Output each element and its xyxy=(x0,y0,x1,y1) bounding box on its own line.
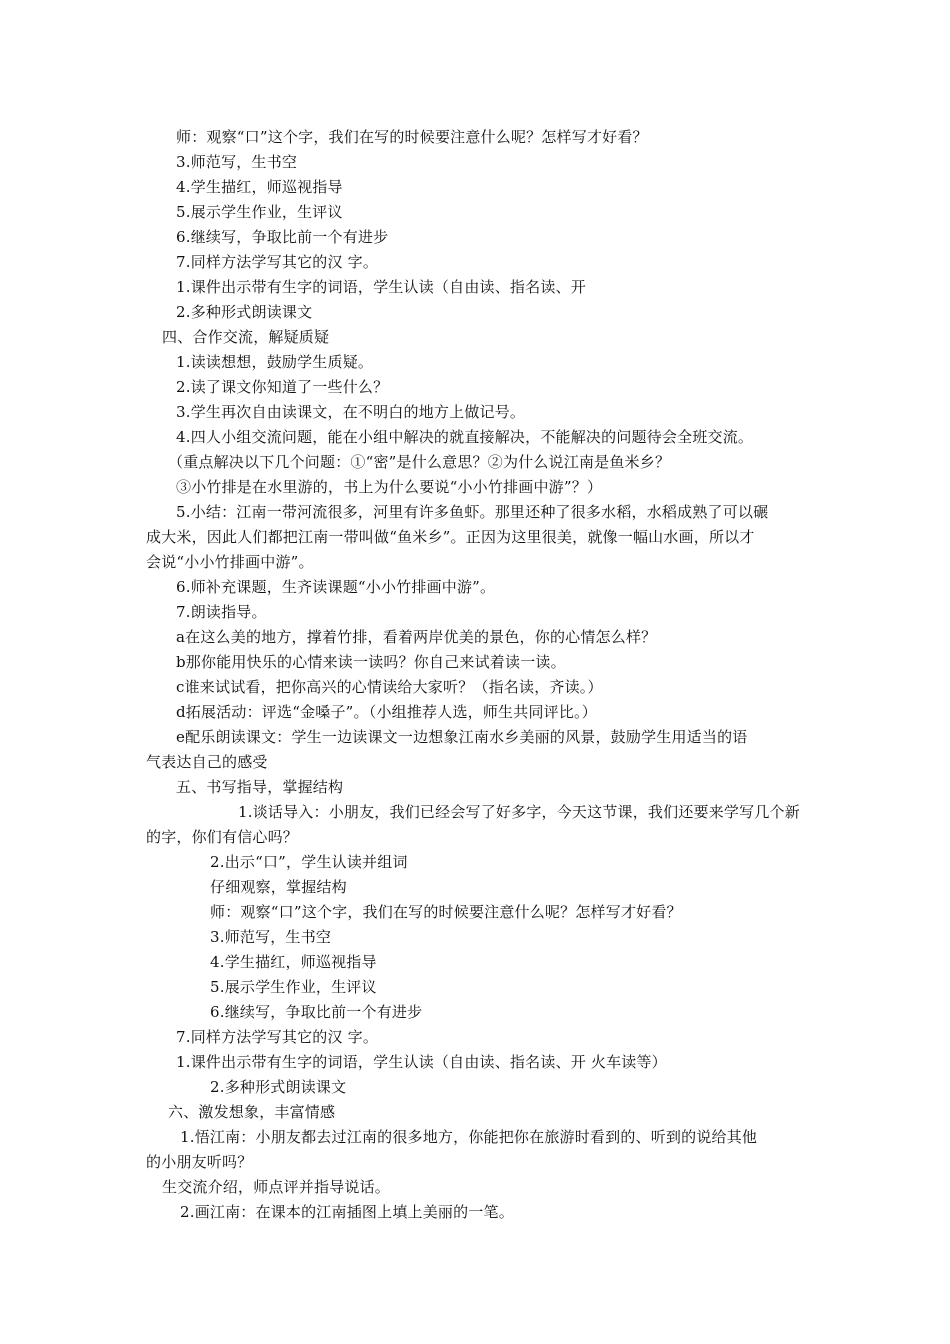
text-line-13: 4.四人小组交流问题，能在小组中解决的就直接解决，不能解决的问题待会全班交流。 xyxy=(176,428,754,446)
text-line-17: 成大米，因此人们都把江南一带叫做“鱼米乡”。正因为这里很美，就像一幅山水画，所以才 xyxy=(146,528,755,546)
text-line-5: 6.继续写，争取比前一个有进步 xyxy=(176,228,389,246)
text-line-15: ③小竹排是在水里游的，书上为什么要说“小小竹排画中游”？） xyxy=(176,478,603,496)
text-line-37: 7.同样方法学写其它的汉 字。 xyxy=(176,1028,379,1046)
text-line-23: c谁来试试看，把你高兴的心情读给大家听？（指名读，齐读。） xyxy=(176,678,603,696)
text-line-41: 1.悟江南：小朋友都去过江南的很多地方，你能把你在旅游时看到的、听到的说给其他 xyxy=(180,1128,758,1146)
text-line-29: 的字，你们有信心吗？ xyxy=(146,828,299,846)
text-line-36: 6.继续写，争取比前一个有进步 xyxy=(210,1003,423,1021)
text-line-7: 1.课件出示带有生字的词语，学生认读（自由读、指名读、开 xyxy=(176,278,586,296)
text-line-43: 生交流介绍，师点评并指导说话。 xyxy=(162,1178,391,1196)
text-line-30: 2.出示“口”，学生认读并组词 xyxy=(210,853,408,871)
text-line-38: 1.课件出示带有生字的词语，学生认读（自由读、指名读、开 火车读等） xyxy=(176,1053,667,1071)
text-line-20: 7.朗读指导。 xyxy=(176,603,267,621)
section-heading-6: 六、激发想象，丰富情感 xyxy=(168,1103,336,1121)
text-line-12: 3.学生再次自由读课文，在不明白的地方上做记号。 xyxy=(176,403,526,421)
text-line-14: （重点解决以下几个问题：①“密”是什么意思？②为什么说江南是鱼米乡？ xyxy=(168,453,671,471)
text-line-6: 7.同样方法学写其它的汉 字。 xyxy=(176,253,379,271)
section-heading-4: 四、合作交流，解疑质疑 xyxy=(162,328,330,346)
text-line-16: 5.小结：江南一带河流很多，河里有许多鱼虾。那里还种了很多水稻，水稻成熟了可以碾 xyxy=(176,503,769,521)
text-line-2: 3.师范写，生书空 xyxy=(176,153,298,171)
text-line-44: 2.画江南：在课本的江南插图上填上美丽的一笔。 xyxy=(180,1203,514,1221)
text-line-18: 会说“小小竹排画中游”。 xyxy=(146,553,314,571)
text-line-3: 4.学生描红，师巡视指导 xyxy=(176,178,343,196)
text-line-34: 4.学生描红，师巡视指导 xyxy=(210,953,377,971)
text-line-35: 5.展示学生作业，生评议 xyxy=(210,978,377,996)
text-line-8: 2.多种形式朗读课文 xyxy=(176,303,313,321)
section-heading-5: 五、书写指导，掌握结构 xyxy=(176,778,344,796)
text-line-24: d拓展活动：评选“金嗓子”。（小组推荐人选，师生共同评比。） xyxy=(176,703,597,721)
text-line-31: 仔细观察，掌握结构 xyxy=(210,878,347,896)
text-line-28: 1.谈话导入：小朋友，我们已经会写了好多字，今天这节课，我们还要来学写几个新 xyxy=(238,803,800,821)
text-line-21: a在这么美的地方，撑着竹排，看着两岸优美的景色，你的心情怎么样？ xyxy=(176,628,657,646)
text-line-10: 1.读读想想，鼓励学生质疑。 xyxy=(176,353,374,371)
text-line-25: e配乐朗读课文：学生一边读课文一边想象江南水乡美丽的风景，鼓励学生用适当的语 xyxy=(176,728,748,746)
text-line-4: 5.展示学生作业，生评议 xyxy=(176,203,343,221)
text-line-32: 师：观察“口”这个字，我们在写的时候要注意什么呢？怎样写才好看？ xyxy=(210,903,682,921)
text-line-11: 2.读了课文你知道了一些什么？ xyxy=(176,378,389,396)
text-line-22: b那你能用快乐的心情来读一读吗？你自己来试着读一读。 xyxy=(176,653,566,671)
text-line-42: 的小朋友听吗？ xyxy=(146,1153,253,1171)
text-line-33: 3.师范写，生书空 xyxy=(210,928,332,946)
text-line-26: 气表达自己的感受 xyxy=(146,753,268,771)
text-line-1: 师：观察“口”这个字，我们在写的时候要注意什么呢？怎样写才好看？ xyxy=(176,128,648,146)
text-line-19: 6.师补充课题，生齐读课题“小小竹排画中游”。 xyxy=(176,578,496,596)
text-line-39: 2.多种形式朗读课文 xyxy=(210,1078,347,1096)
